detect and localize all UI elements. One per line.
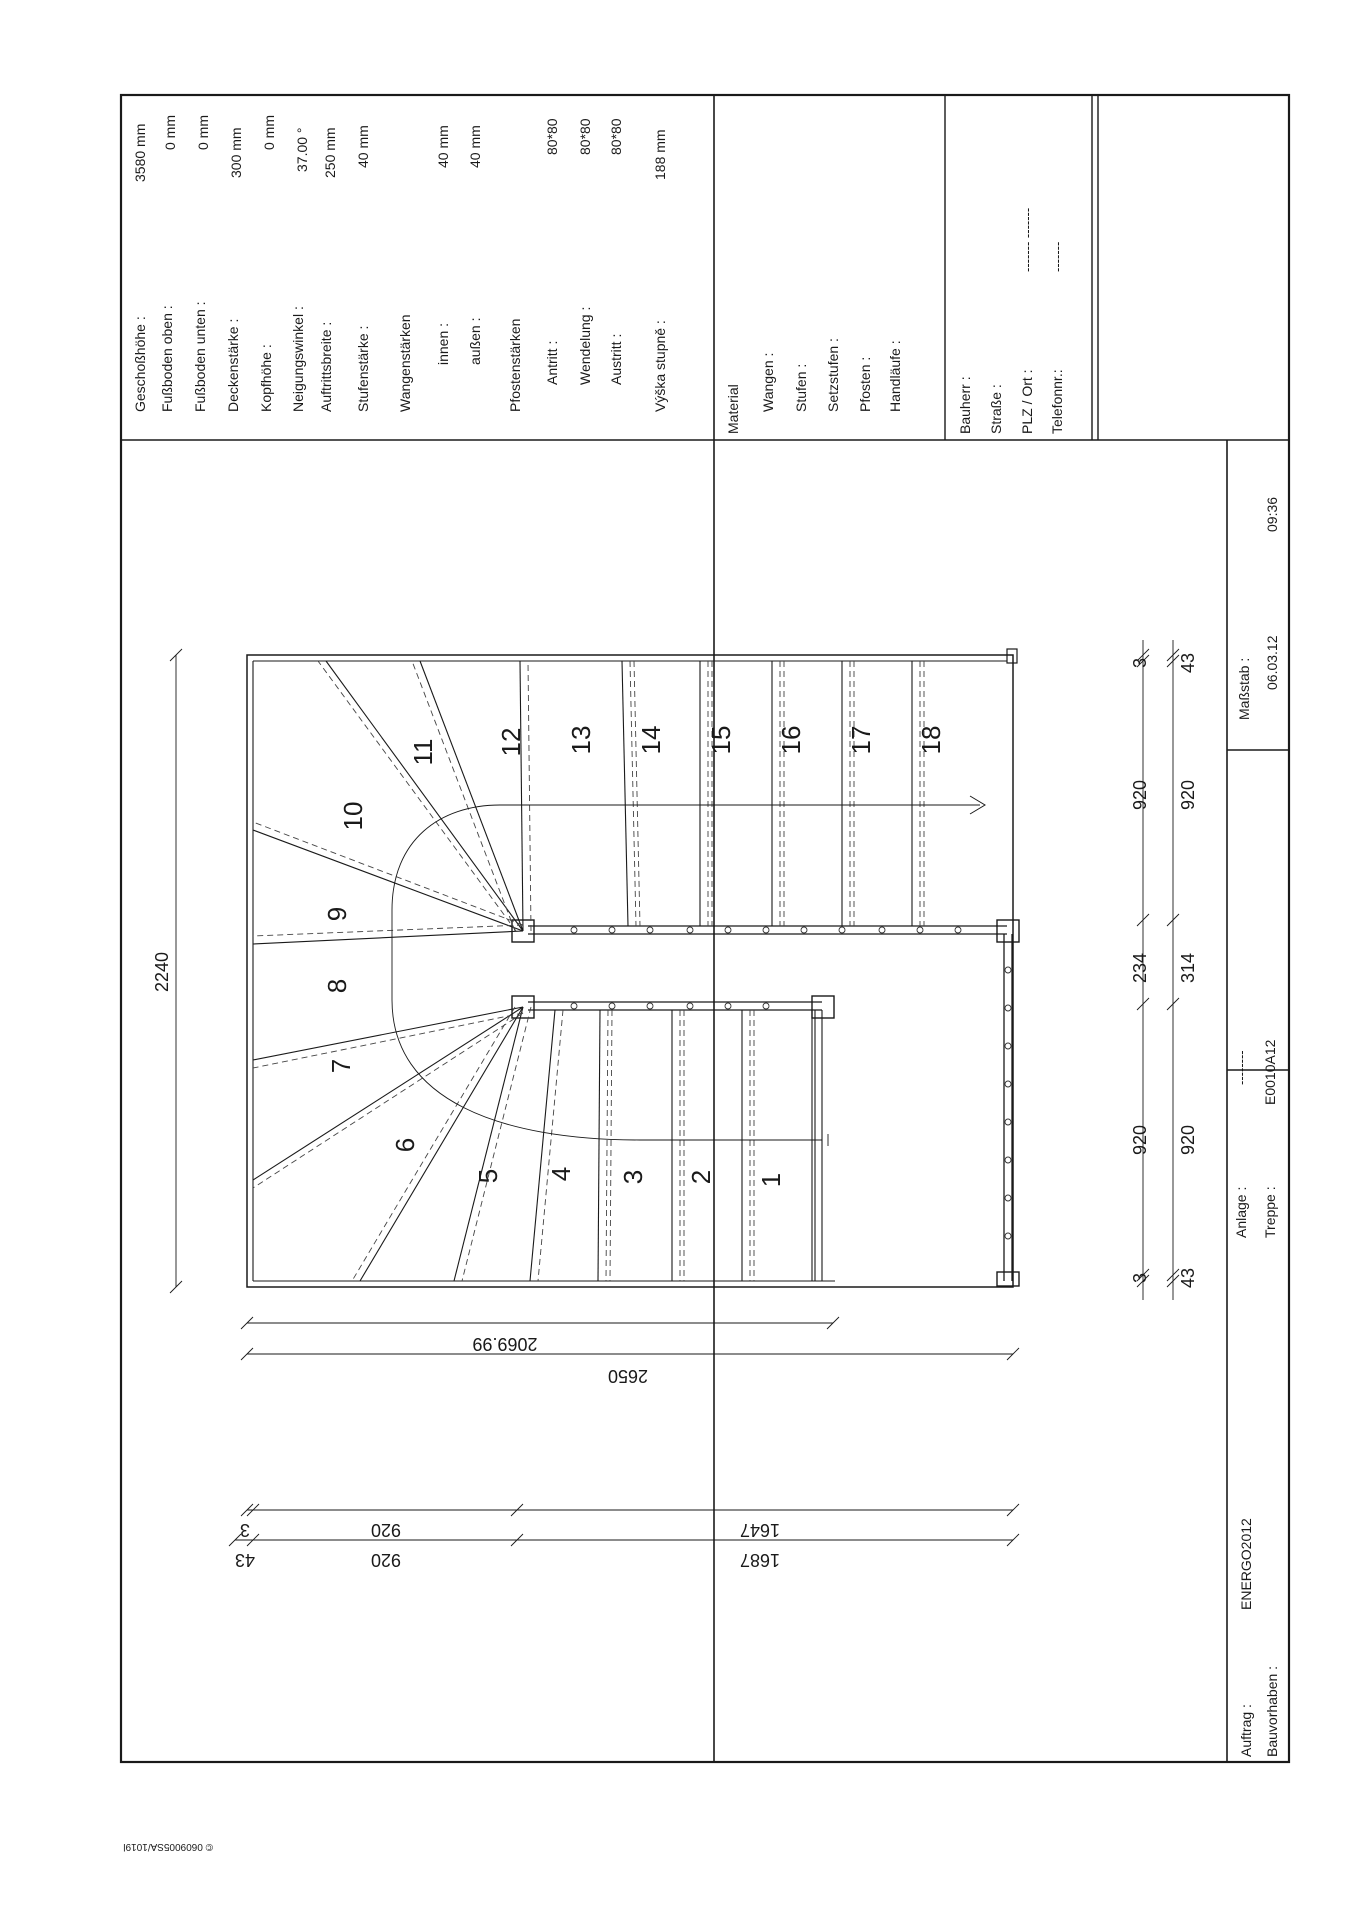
upper-treads [622, 661, 912, 926]
dim-right-lower: 314 [1178, 952, 1198, 984]
spec-value: 80*80 [608, 118, 624, 155]
dim-row1: 920 [370, 1520, 402, 1540]
newel-post [997, 1272, 1019, 1286]
step-number: 7 [326, 1058, 356, 1074]
step-number: 6 [390, 1137, 420, 1153]
treppe-value: E0010A12 [1262, 1039, 1278, 1105]
spec-label: Wendelung : [577, 306, 593, 385]
material-label: Handläufe : [887, 340, 903, 412]
material-label: Setzstufen : [825, 338, 841, 412]
step-number: 8 [322, 978, 352, 994]
dim-2650: 2650 [607, 1366, 649, 1386]
spec-label: Fußboden oben : [159, 305, 175, 412]
massstab-label: Maßstab : [1236, 657, 1252, 720]
dim-row2: 920 [370, 1550, 402, 1570]
spec-label: Auftrittsbreite : [318, 321, 334, 412]
lower-treads [530, 1010, 812, 1281]
spec-value: 0 mm [261, 115, 277, 150]
spec-label: Neigungswinkel : [290, 306, 306, 412]
stair-plan [247, 649, 1019, 1287]
spec-value: 0 mm [195, 115, 211, 150]
dim-row1: 1647 [739, 1520, 781, 1540]
step-number: 13 [566, 725, 596, 755]
owner-label: Bauherr : [957, 376, 973, 434]
spec-value: 188 mm [652, 129, 668, 180]
step-number: 10 [338, 801, 368, 831]
dim-right-upper: 920 [1130, 1124, 1150, 1156]
treppe-label: Treppe : [1262, 1186, 1278, 1238]
spec-label: Fußboden unten : [192, 301, 208, 412]
dim-right-lower: 920 [1178, 779, 1198, 811]
dim-right-upper: 234 [1130, 952, 1150, 984]
step-number: 18 [916, 725, 946, 755]
spec-block [132, 115, 668, 412]
material-label: Pfosten : [857, 356, 873, 412]
spec-label: außen : [467, 317, 483, 365]
anlage-value: -------- [1234, 1050, 1249, 1085]
spec-label: Stufenstärke : [355, 325, 371, 412]
time-value: 09:36 [1264, 496, 1280, 532]
winder-treads [253, 661, 523, 1281]
dim-right-lower: 920 [1178, 1124, 1198, 1156]
step-number: 4 [546, 1166, 576, 1182]
spec-value: 40 mm [467, 125, 483, 168]
spec-value: 40 mm [355, 125, 371, 168]
step-number: 12 [496, 727, 526, 757]
auftrag-label: Auftrag : [1238, 1704, 1254, 1757]
owner-label: Telefonnr.: [1049, 369, 1065, 434]
spec-value: 80*80 [577, 118, 593, 155]
dimension-texts [152, 653, 1198, 1570]
auftrag-value: ENERGO2012 [1238, 1518, 1254, 1610]
spec-label: Deckenstärke : [225, 318, 241, 412]
dimension-lines [170, 640, 1179, 1546]
material-label: Wangen : [760, 352, 776, 412]
spec-value: 37.00 ° [294, 127, 310, 172]
dim-right-lower: 43 [1178, 1267, 1198, 1289]
owner-block [957, 208, 1065, 434]
dim-right-upper: 920 [1130, 779, 1150, 811]
step-number: 17 [846, 725, 876, 755]
spec-value: 250 mm [322, 127, 338, 178]
spec-label: Pfostenstärken [507, 318, 523, 412]
spec-label: innen : [435, 322, 451, 365]
step-number: 5 [473, 1168, 503, 1184]
owner-value: ------- [1050, 241, 1065, 272]
dim-right-upper: 3 [1130, 1272, 1150, 1284]
step-number: 14 [636, 725, 666, 755]
newel-post [997, 920, 1019, 942]
bottom-title-strip [1233, 497, 1280, 1757]
material-heading: Material [725, 384, 741, 434]
dim-2069: 2069.99 [472, 1334, 538, 1354]
material-block [725, 338, 903, 434]
date-value: 06.03.12 [1264, 635, 1280, 690]
owner-label: PLZ / Ort : [1019, 369, 1035, 434]
step-number: 15 [706, 725, 736, 755]
spec-label: Kopfhöhe : [258, 344, 274, 412]
spec-label: Geschoßhöhe : [132, 316, 148, 412]
baluster-dots [571, 927, 1011, 1239]
material-label: Stufen : [793, 363, 809, 412]
spec-value: 0 mm [162, 115, 178, 150]
spec-label: Wangenstärken [397, 314, 413, 412]
spec-value: 40 mm [435, 125, 451, 168]
spec-value: 80*80 [544, 118, 560, 155]
dim-row2: 43 [234, 1550, 256, 1570]
spec-label: Výška stupně : [652, 320, 668, 412]
step-number: 3 [618, 1169, 648, 1185]
dim-right-lower: 43 [1178, 652, 1198, 674]
dim-right-upper: 3 [1130, 657, 1150, 669]
step-number: 11 [408, 738, 438, 766]
owner-label: Straße : [988, 384, 1004, 434]
spec-value: 3580 mm [132, 123, 148, 182]
owner-value: ------- ------- [1020, 207, 1035, 272]
spec-value: 300 mm [228, 127, 244, 178]
step-number: 16 [776, 725, 806, 755]
step-number: 2 [686, 1169, 716, 1185]
dim-2240: 2240 [152, 951, 172, 993]
spec-label: Austritt : [608, 333, 624, 385]
copyright-text: © 0609005SA/1019l [123, 1841, 213, 1852]
step-number: 9 [322, 906, 352, 922]
stair-outline [247, 655, 1013, 1287]
bauvorhaben-label: Bauvorhaben : [1264, 1665, 1280, 1757]
dim-row1: 3 [239, 1520, 251, 1540]
anlage-label: Anlage : [1233, 1186, 1249, 1238]
step-number: 1 [756, 1172, 786, 1188]
spec-label: Antritt : [544, 340, 560, 385]
walking-line [392, 805, 980, 1140]
dim-row2: 1687 [739, 1550, 781, 1570]
